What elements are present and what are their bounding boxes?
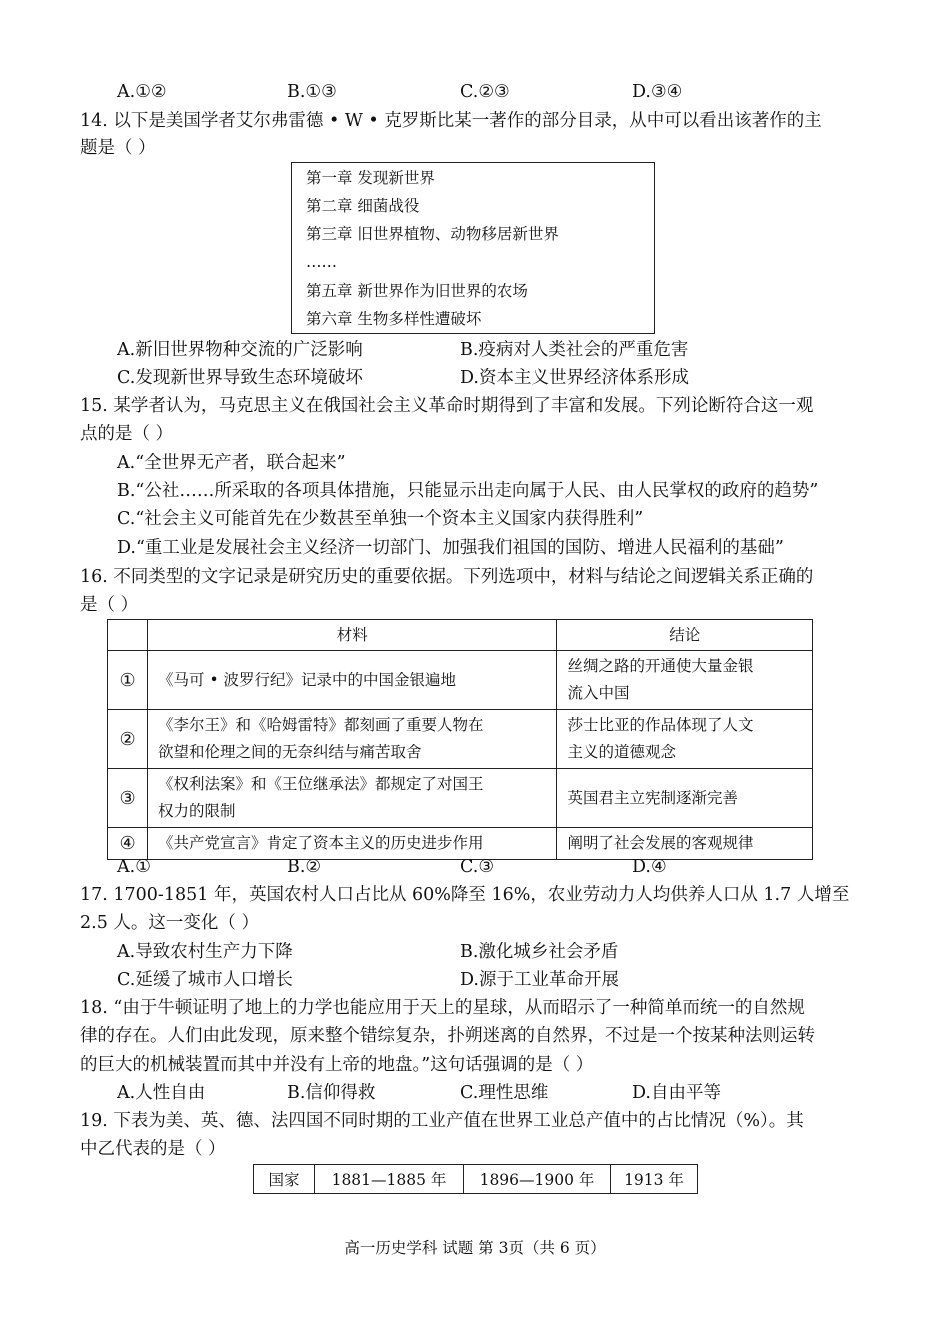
q14-stem-line1: 14. 以下是美国学者艾尔弗雷德 • W • 克罗斯比某一著作的部分目录，从中可以看出该著作的主 bbox=[80, 111, 822, 131]
material-text: 权力的限制 bbox=[158, 802, 236, 820]
table-header-row bbox=[108, 620, 813, 651]
q15-option-b: B.“公社……所采取的各项具体措施，只能显示出走向属于人民、由人民掌权的政府的趋势” bbox=[117, 481, 819, 501]
conclusion-text: 丝绸之路的开通使大量金银 bbox=[567, 657, 754, 675]
q14-option-a: A.新旧世界物种交流的广泛影响 bbox=[117, 340, 363, 360]
table-header-cell bbox=[108, 620, 148, 651]
q18-option-b: B.信仰得救 bbox=[287, 1083, 376, 1103]
conclusion-text: 阐明了社会发展的客观规律 bbox=[567, 834, 754, 852]
table-row bbox=[108, 769, 813, 828]
toc-item: 第三章 旧世界植物、动物移居新世界 bbox=[306, 225, 559, 243]
q15-option-a: A.“全世界无产者，联合起来” bbox=[117, 453, 346, 473]
q14-option-c: C.发现新世界导致生态环境破坏 bbox=[117, 368, 363, 388]
material-text: 《李尔王》和《哈姆雷特》都刻画了重要人物在 bbox=[158, 716, 484, 734]
row-number: ① bbox=[108, 651, 148, 710]
q14-table-of-contents bbox=[291, 162, 655, 334]
q15-option-d: D.“重工业是发展社会主义经济一切部门、加强我们祖国的国防、增进人民福利的基础” bbox=[117, 538, 784, 558]
q19-industry-table bbox=[253, 1164, 698, 1194]
conclusion-cell bbox=[557, 710, 813, 769]
q13-option-b: B.①③ bbox=[287, 82, 337, 102]
conclusion-cell bbox=[557, 769, 813, 828]
table-row bbox=[108, 710, 813, 769]
q15-option-c: C.“社会主义可能首先在少数甚至单独一个资本主义国家内获得胜利” bbox=[117, 509, 644, 529]
material-text: 《共产党宣言》肯定了资本主义的历史进步作用 bbox=[158, 834, 484, 852]
q16-option-d: D.④ bbox=[632, 857, 667, 877]
conclusion-text: 主义的道德观念 bbox=[567, 743, 676, 761]
material-cell bbox=[148, 710, 557, 769]
material-cell bbox=[148, 828, 557, 860]
table-header-row bbox=[254, 1165, 698, 1194]
conclusion-cell bbox=[557, 828, 813, 860]
row-number: ④ bbox=[108, 828, 148, 860]
q19-stem-line1: 19. 下表为美、英、德、法四国不同时期的工业产值在世界工业总产值中的占比情况（%）。其 bbox=[80, 1111, 804, 1131]
q15-stem-line2: 点的是（ ） bbox=[80, 424, 174, 444]
table-header-cell: 1896—1900 年 bbox=[464, 1165, 611, 1194]
q18-option-a: A.人性自由 bbox=[117, 1083, 206, 1103]
q13-option-d: D.③④ bbox=[632, 82, 683, 102]
q17-option-d: D.源于工业革命开展 bbox=[460, 970, 619, 990]
table-row bbox=[108, 651, 813, 710]
conclusion-text: 莎士比亚的作品体现了人文 bbox=[567, 716, 754, 734]
q18-option-d: D.自由平等 bbox=[632, 1083, 721, 1103]
q16-option-a: A.① bbox=[117, 857, 151, 877]
toc-item: 第五章 新世界作为旧世界的农场 bbox=[306, 282, 528, 300]
q16-material-table bbox=[107, 619, 813, 860]
q13-option-c: C.②③ bbox=[460, 82, 510, 102]
q18-option-c: C.理性思维 bbox=[460, 1083, 549, 1103]
table-header-cell: 材料 bbox=[148, 620, 557, 651]
table-header-cell: 1881—1885 年 bbox=[315, 1165, 464, 1194]
material-text: 欲望和伦理之间的无奈纠结与痛苦取舍 bbox=[158, 743, 422, 761]
material-cell bbox=[148, 769, 557, 828]
q15-stem-line1: 15. 某学者认为，马克思主义在俄国社会主义革命时期得到了丰富和发展。下列论断符合这一观 bbox=[80, 396, 814, 416]
q18-stem-line3: 的巨大的机械装置而其中并没有上帝的地盘。”这句话强调的是（ ） bbox=[80, 1055, 594, 1075]
row-number: ② bbox=[108, 710, 148, 769]
q19-stem-line2: 中乙代表的是（ ） bbox=[80, 1139, 226, 1159]
row-number: ③ bbox=[108, 769, 148, 828]
material-cell bbox=[148, 651, 557, 710]
toc-item: …… bbox=[306, 253, 337, 271]
toc-item: 第二章 细菌战役 bbox=[306, 197, 420, 215]
toc-item: 第六章 生物多样性遭破坏 bbox=[306, 310, 482, 328]
table-header-cell: 国家 bbox=[254, 1165, 315, 1194]
toc-item: 第一章 发现新世界 bbox=[306, 169, 435, 187]
material-text: 《权利法案》和《王位继承法》都规定了对国王 bbox=[158, 775, 484, 793]
q16-stem-line1: 16. 不同类型的文字记录是研究历史的重要依据。下列选项中，材料与结论之间逻辑关系正确的 bbox=[80, 567, 814, 587]
q16-stem-line2: 是（ ） bbox=[80, 595, 139, 615]
q17-stem-line1: 17. 1700-1851 年，英国农村人口占比从 60%降至 16%，农业劳动力人均供养人口从 1.7 人增至 bbox=[80, 885, 850, 905]
q18-stem-line2: 律的存在。人们由此发现，原来整个错综复杂，扑朔迷离的自然界，不过是一个按某种法则运转 bbox=[80, 1026, 815, 1046]
q17-stem-line2: 2.5 人。这一变化（ ） bbox=[80, 913, 259, 933]
q14-stem-line2: 题是（ ） bbox=[80, 138, 156, 158]
table-header-cell: 1913 年 bbox=[611, 1165, 698, 1194]
q14-option-b: B.疫病对人类社会的严重危害 bbox=[460, 340, 689, 360]
q16-option-c: C.③ bbox=[460, 857, 495, 877]
q17-option-b: B.激化城乡社会矛盾 bbox=[460, 942, 619, 962]
conclusion-text: 流入中国 bbox=[567, 684, 630, 702]
q17-option-c: C.延缓了城市人口增长 bbox=[117, 970, 293, 990]
q16-option-b: B.② bbox=[287, 857, 322, 877]
page-footer: 高一历史学科 试题 第 3页（共 6 页） bbox=[344, 1239, 606, 1257]
conclusion-text: 英国君主立宪制逐渐完善 bbox=[567, 788, 738, 807]
conclusion-cell bbox=[557, 651, 813, 710]
table-header-cell: 结论 bbox=[557, 620, 813, 651]
material-text: 《马可 • 波罗行纪》记录中的中国金银遍地 bbox=[158, 670, 457, 689]
q18-stem-line1: 18. “由于牛顿证明了地上的力学也能应用于天上的星球，从而昭示了一种简单而统一的自然规 bbox=[80, 998, 805, 1018]
q14-option-d: D.资本主义世界经济体系形成 bbox=[460, 368, 689, 388]
q13-option-a: A.①② bbox=[117, 82, 167, 102]
q17-option-a: A.导致农村生产力下降 bbox=[117, 942, 293, 962]
